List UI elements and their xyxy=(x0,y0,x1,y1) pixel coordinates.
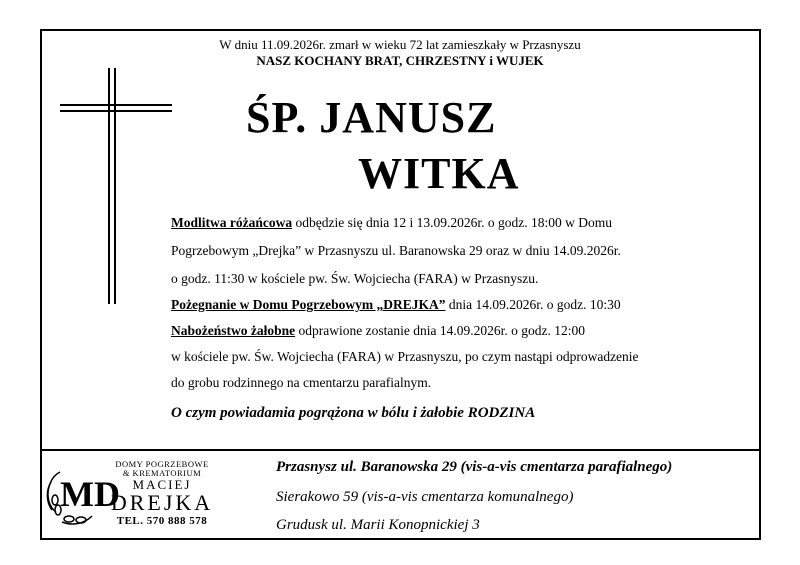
logo-monogram: MD xyxy=(60,474,120,514)
rosary-line-3: o godz. 11:30 w kościele pw. Św. Wojciecha (FARA) w Przasnyszu. xyxy=(171,271,539,286)
section-divider xyxy=(40,449,761,451)
closing-line: O czym powiadamia pogrążona w bólu i żałobie RODZINA xyxy=(171,405,536,421)
rosary-line-1 xyxy=(171,215,612,231)
address-second: Sierakowo 59 (vis-a-vis cmentarza komunalnego) xyxy=(276,489,574,505)
address-third: Grudusk ul. Marii Konopnickiej 3 xyxy=(276,517,480,533)
intro-line: W dniu 11.09.2026r. zmarł w wieku 72 lat zamieszkały w Przasnyszu xyxy=(219,37,581,52)
address-main: Przasnysz ul. Baranowska 29 (vis-a-vis cmentarza parafialnego) xyxy=(276,459,673,475)
mass-line-3: do grobu rodzinnego na cmentarzu parafialnym. xyxy=(171,375,432,390)
mass-line-1 xyxy=(171,323,585,339)
farewell-label: Pożegnanie w Domu Pogrzebowym „DREJKA” xyxy=(171,297,446,312)
deceased-name-last: WITKA xyxy=(358,149,520,198)
company-line-2: MACIEJ xyxy=(132,477,192,492)
cross-icon xyxy=(60,68,175,308)
farewell-line xyxy=(171,297,621,313)
mass-text-1: odprawione zostanie dnia 14.09.2026r. o godz. 12:00 xyxy=(295,323,585,338)
rosary-text-1: odbędzie się dnia 12 i 13.09.2026r. o godz. 18:00 w Domu xyxy=(292,215,612,230)
rosary-label: Modlitwa różańcowa xyxy=(171,215,293,230)
company-line-1: DOMY POGRZEBOWE xyxy=(115,459,209,469)
rosary-line-2: Pogrzebowym „Drejka” w Przasnyszu ul. Baranowska 29 oraz w dniu 14.09.2026r. xyxy=(171,243,621,258)
mass-line-2: w kościele pw. Św. Wojciecha (FARA) w Przasnyszu, po czym nastąpi odprowadzenie xyxy=(171,349,639,364)
mass-label: Nabożeństwo żałobne xyxy=(171,323,296,338)
company-line-3: DREJKA xyxy=(110,490,214,515)
deceased-name-first: ŚP. JANUSZ xyxy=(246,93,497,142)
relation-line: NASZ KOCHANY BRAT, CHRZESTNY i WUJEK xyxy=(256,53,544,68)
company-line-1b: & KREMATORIUM xyxy=(122,468,202,478)
farewell-text: dnia 14.09.2026r. o godz. 10:30 xyxy=(445,297,621,312)
company-phone: TEL. 570 888 578 xyxy=(116,515,208,527)
company-name-block xyxy=(106,460,218,528)
